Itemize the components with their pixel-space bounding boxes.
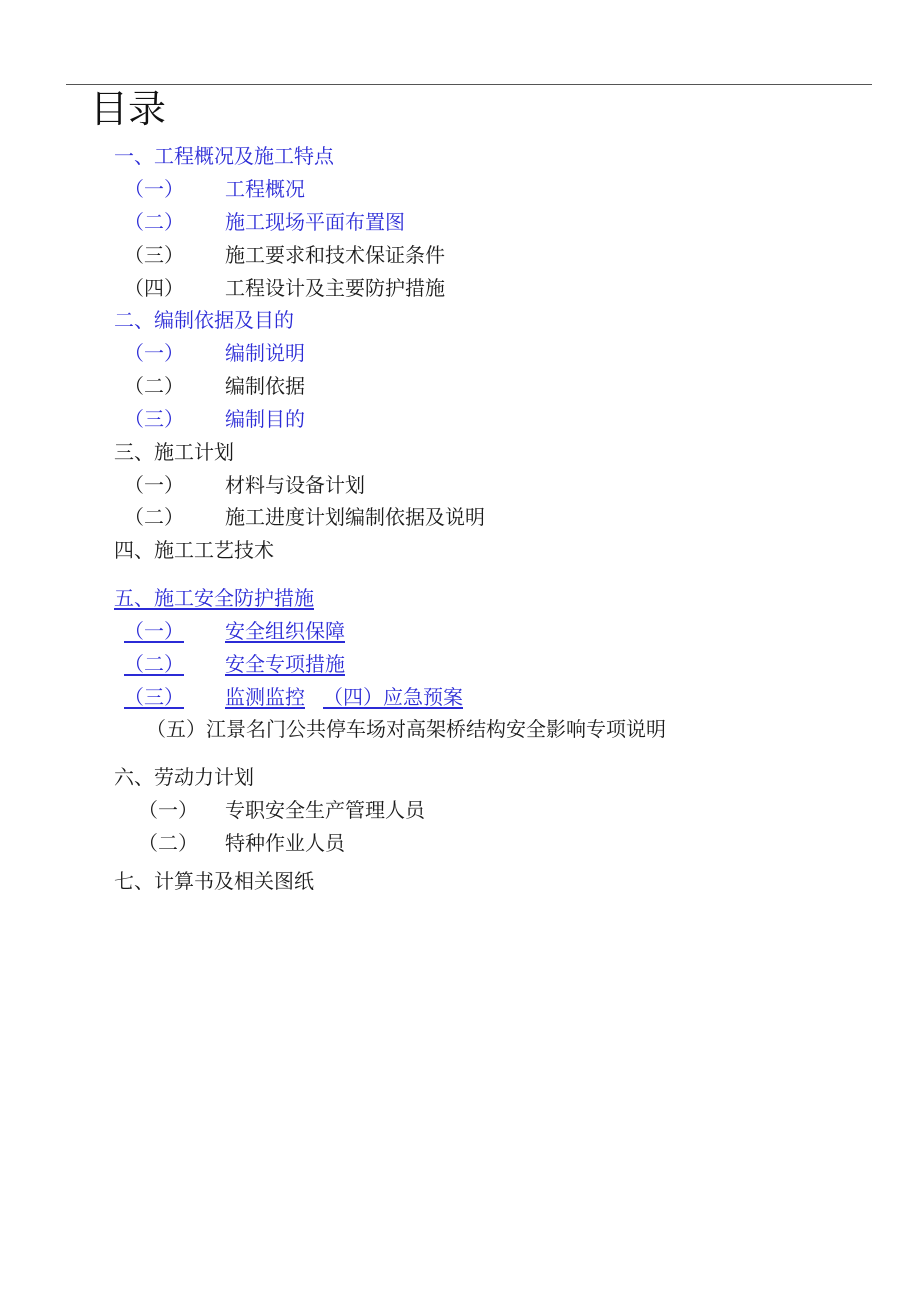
page-title: 目录 [90,87,167,131]
toc-item-number: （一） [124,177,184,201]
toc-item-number: （二） [124,374,184,398]
toc-section-1[interactable]: 一、工程概况及施工特点 [114,144,334,168]
toc-item-5-3[interactable] [124,684,484,710]
toc-item-label: 编制目的 [225,407,305,431]
toc-item-number: （二） [124,505,184,529]
toc-item-number: （一） [138,798,198,822]
toc-item-label: 材料与设备计划 [225,473,365,497]
toc-item-number: （一） [124,473,184,497]
toc-item-label: 安全组织保障 [225,619,345,643]
toc-section-6[interactable]: 六、劳动力计划 [114,765,254,789]
toc-item-label: 施工进度计划编制依据及说明 [225,505,485,529]
toc-item-number: （三） [124,685,184,709]
toc-item-label: 编制依据 [225,374,305,398]
toc-item-label: 工程概况 [225,177,305,201]
toc-item-label: 施工现场平面布置图 [225,210,405,234]
toc-item-number: （一） [124,341,184,365]
toc-item-label: 施工要求和技术保证条件 [225,243,445,267]
toc-item-label: 工程设计及主要防护措施 [225,276,445,300]
toc-item-number: （一） [124,619,184,643]
toc-section-7[interactable]: 七、计算书及相关图纸 [114,869,314,893]
toc-item-label: 专职安全生产管理人员 [225,798,425,822]
toc-item-5-5[interactable]: （五）江景名门公共停车场对高架桥结构安全影响专项说明 [146,717,666,741]
toc-item-number: （四） [124,276,184,300]
toc-item-label: 特种作业人员 [225,831,345,855]
toc-section-4[interactable]: 四、施工工艺技术 [114,538,274,562]
toc-item-label: 监测监控 [225,685,305,709]
toc-item-number: （三） [124,243,184,267]
toc-item-label: 编制说明 [225,341,305,365]
toc-section-3[interactable]: 三、施工计划 [114,440,234,464]
toc-item-5-4[interactable]: （四）应急预案 [323,685,463,709]
toc-item-number: （二） [124,652,184,676]
toc-item-number: （二） [124,210,184,234]
toc-item-label: 安全专项措施 [225,652,345,676]
toc-section-5[interactable]: 五、施工安全防护措施 [114,586,314,610]
toc-item-5-1[interactable] [124,618,359,644]
header-rule [66,84,872,85]
toc-item-number: （三） [124,407,184,431]
toc-item-5-2[interactable] [124,651,359,677]
toc-item-number: （二） [138,831,198,855]
toc-section-2[interactable]: 二、编制依据及目的 [114,308,294,332]
